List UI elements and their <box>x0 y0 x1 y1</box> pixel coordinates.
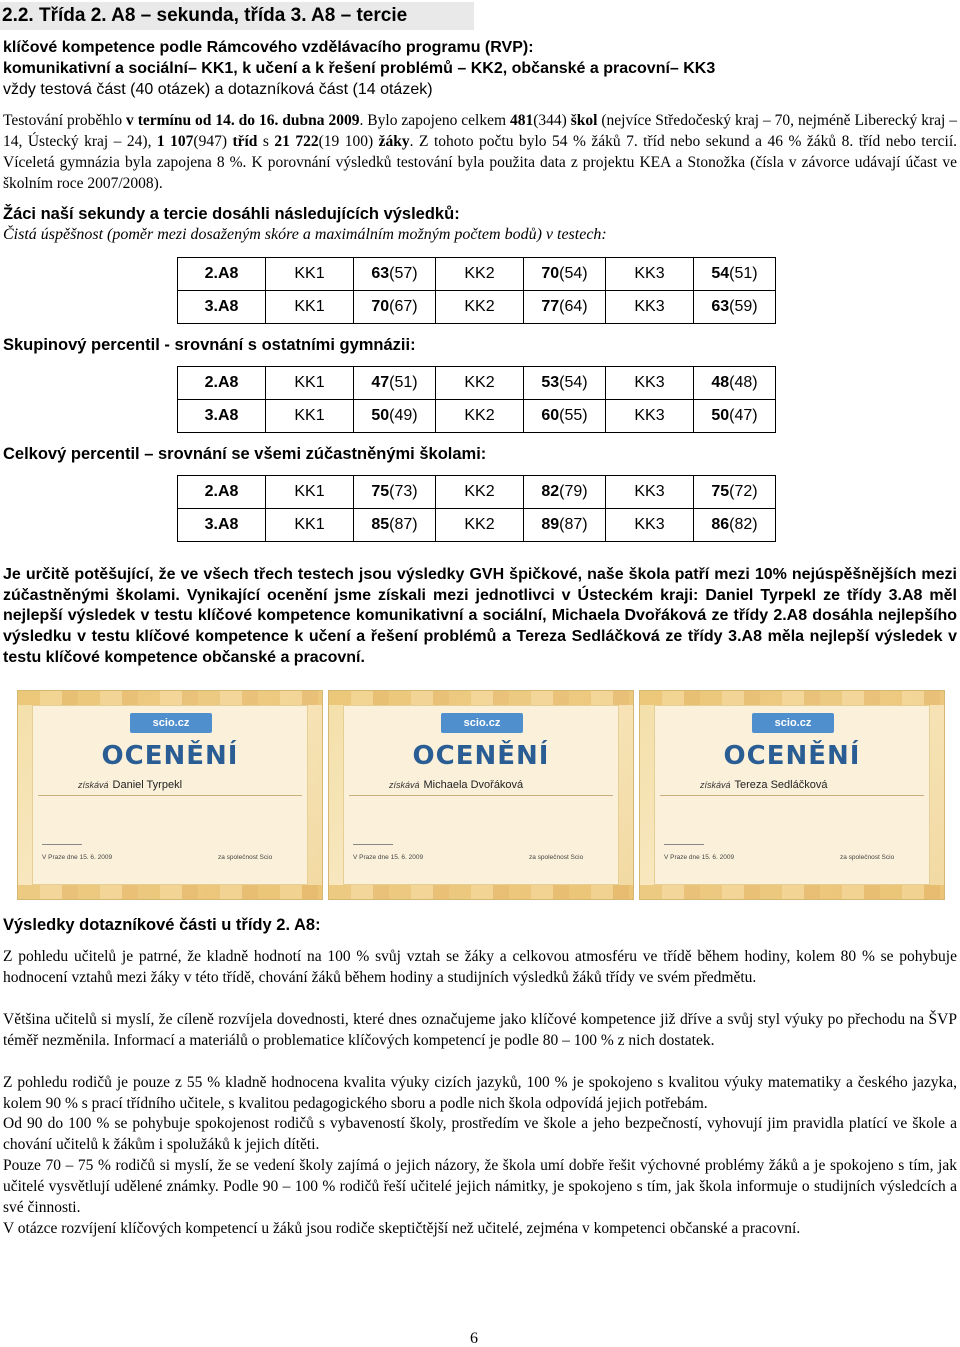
kk-label-cell: KK1 <box>266 291 354 324</box>
kk-label-cell: KK1 <box>266 509 354 542</box>
kk-label-cell: KK3 <box>606 291 694 324</box>
divider <box>660 795 924 796</box>
certificate-recipient: získává Daniel Tyrpekl <box>78 779 183 791</box>
scio-logo: scio.cz <box>752 713 834 733</box>
value-cell: 54(51) <box>694 258 776 291</box>
class-cell: 2.A8 <box>178 367 266 400</box>
certificate-title: OCENĚNÍ <box>101 741 239 771</box>
certificate-title: OCENĚNÍ <box>412 741 550 771</box>
scio-logo: scio.cz <box>130 713 212 733</box>
kk-label-cell: KK2 <box>436 258 524 291</box>
certificate-date: V Praze dne 15. 6. 2009 <box>42 854 113 861</box>
signature-mark <box>664 831 704 845</box>
decorative-border <box>18 691 322 705</box>
results-title: Žáci naší sekundy a tercie dosáhli následujících výsledků: <box>3 205 460 223</box>
divider <box>349 795 613 796</box>
intro-paragraph: Testování proběhlo v termínu od 14. do 16. dubna 2009. Bylo zapojeno celkem 481(344) škol (nejvíce Středočeský kraj – 70, nejméně Liberecký kraj – 14, Ústecký kraj – 24), 1 107(947) tříd s 21 722(19 100) žáky. Z tohoto počtu bylo 54 % žáků 7. tříd nebo sekund a 46 % žáků 8. tříd nebo tercií. Víceletá gymnázia byla zapojena 8 %. K porovnání výsledků testování byla použita data z projektu KEA a Stonožka (čísla v závorce udávají účast ve školním roce 2007/2008). <box>3 112 958 192</box>
competences-line-2: komunikativní a sociální– KK1, k učení a k řešení problémů – KK2, občanské a pracovní– KK3 <box>3 60 716 77</box>
total-percentile-table <box>177 475 776 542</box>
kk-label-cell: KK2 <box>436 400 524 433</box>
signature-mark <box>42 831 82 845</box>
certificate-date: V Praze dne 15. 6. 2009 <box>353 854 424 861</box>
kk-label-cell: KK2 <box>436 509 524 542</box>
kk-label-cell: KK3 <box>606 400 694 433</box>
questionnaire-paragraph: Většina učitelů si myslí, že cíleně rozvíjela dovednosti, které dnes označujeme jako klíčové kompetence již dříve a svůj styl výuky po přechodu na ŠVP téměř nezměnila. Informací a materiálů o problematice klíčových kompetencí je podle 80 – 100 % z nich dostatek. <box>3 1011 957 1049</box>
certificate-org: za společnost Scio <box>529 854 584 861</box>
scio-logo: scio.cz <box>441 713 523 733</box>
kk-label-cell: KK1 <box>266 258 354 291</box>
total-percentile-title: Celkový percentil – srovnání se všemi zúčastněnými školami: <box>3 445 487 463</box>
decorative-border <box>640 691 944 705</box>
certificate-date: V Praze dne 15. 6. 2009 <box>664 854 735 861</box>
certificate-recipient: získává Tereza Sedláčková <box>700 779 828 791</box>
group-percentile-title: Skupinový percentil - srovnání s ostatními gymnázii: <box>3 336 416 354</box>
certificate-title: OCENĚNÍ <box>723 741 861 771</box>
kk-label-cell: KK2 <box>436 367 524 400</box>
table-row <box>178 291 776 324</box>
class-cell: 2.A8 <box>178 258 266 291</box>
certificate-image <box>328 690 634 900</box>
kk-label-cell: KK1 <box>266 400 354 433</box>
value-cell: 82(79) <box>524 476 606 509</box>
divider <box>38 795 302 796</box>
value-cell: 70(54) <box>524 258 606 291</box>
value-cell: 75(72) <box>694 476 776 509</box>
class-cell: 3.A8 <box>178 291 266 324</box>
kk-label-cell: KK1 <box>266 476 354 509</box>
value-cell: 50(47) <box>694 400 776 433</box>
kk-label-cell: KK1 <box>266 367 354 400</box>
value-cell: 89(87) <box>524 509 606 542</box>
questionnaire-paragraph: Z pohledu učitelů je patrné, že kladně hodnotí na 100 % svůj vztah se žáky a celkovou atmosféru ve třídě během hodiny, kolem 80 % se pohybuje hodnocení vztahů mezi žáky v této třídě, chování žáků během hodiny a studijních výsledků žáků třídy ve svém předmětu. <box>3 948 957 986</box>
value-cell: 47(51) <box>354 367 436 400</box>
class-cell: 3.A8 <box>178 509 266 542</box>
value-cell: 86(82) <box>694 509 776 542</box>
table-row <box>178 476 776 509</box>
class-cell: 2.A8 <box>178 476 266 509</box>
questionnaire-title: Výsledky dotazníkové části u třídy 2. A8: <box>3 916 321 934</box>
questionnaire-paragraph: Od 90 do 100 % se pohybuje spokojenost rodičů s vybaveností školy, prostředím ve škole a jeho bezpečností, vyhovují jim pravidla platící ve škole a chování učitelů k žákům i spolužáků k jejich dítěti. <box>3 1115 957 1153</box>
value-cell: 53(54) <box>524 367 606 400</box>
kk-label-cell: KK3 <box>606 509 694 542</box>
table-row <box>178 400 776 433</box>
questionnaire-paragraph: V otázce rozvíjení klíčových kompetencí u žáků jsou rodiče skeptičtější než učitelé, zejména v kompetenci občanské a pracovní. <box>3 1220 801 1237</box>
competences-line-3: vždy testová část (40 otázek) a dotazníková část (14 otázek) <box>3 81 433 98</box>
value-cell: 85(87) <box>354 509 436 542</box>
table-row <box>178 367 776 400</box>
decorative-border <box>18 885 322 899</box>
page-number: 6 <box>470 1330 478 1347</box>
value-cell: 63(57) <box>354 258 436 291</box>
kk-label-cell: KK3 <box>606 476 694 509</box>
value-cell: 50(49) <box>354 400 436 433</box>
section-heading: 2.2. Třída 2. A8 – sekunda, třída 3. A8 – tercie <box>0 2 474 30</box>
competences-line-1: klíčové kompetence podle Rámcového vzdělávacího programu (RVP): <box>3 39 534 56</box>
decorative-border <box>329 885 633 899</box>
value-cell: 60(55) <box>524 400 606 433</box>
certificate-image <box>639 690 945 900</box>
decorative-border <box>640 885 944 899</box>
decorative-border <box>329 691 633 705</box>
certificate-org: za společnost Scio <box>218 854 273 861</box>
signature-mark <box>353 831 393 845</box>
clean-success-table <box>177 257 776 324</box>
value-cell: 48(48) <box>694 367 776 400</box>
value-cell: 75(73) <box>354 476 436 509</box>
table-row <box>178 509 776 542</box>
kk-label-cell: KK3 <box>606 258 694 291</box>
value-cell: 70(67) <box>354 291 436 324</box>
summary-paragraph: Je určitě potěšující, že ve všech třech testech jsou výsledky GVH špičkové, naše škola patří mezi 10% nejúspěšnějších mezi zúčastněnými školami. Vynikající ocenění jsme získali mezi jednotlivci v Ústeckém kraji: Daniel Tyrpekl ze třídy 3.A8 měl nejlepší výsledek v testu klíčové kompetence komunikativní a sociální, Michaela Dvořáková ze třídy 2.A8 dosáhla nejlepšího výsledku v testu klíčové kompetence k učení a řešení problémů a Tereza Sedláčková ze třídy 3.A8 měla nejlepší výsledek v testu klíčové kompetence občanské a pracovní. <box>3 566 957 666</box>
questionnaire-paragraph: Pouze 70 – 75 % rodičů si myslí, že se vedení školy zajímá o jejich názory, že škola umí dobře řešit výchovné problémy žáků a je spokojeno s tím, jak učitelé vysvětlují udělené známky. Podle 90 – 100 % rodičů řeší učitelé jejich námitky, je spokojeno s tím, jak škola informuje o studijních výsledcích a své činnosti. <box>3 1157 957 1216</box>
group-percentile-table <box>177 366 776 433</box>
kk-label-cell: KK2 <box>436 291 524 324</box>
class-cell: 3.A8 <box>178 400 266 433</box>
results-note: Čistá úspěšnost (poměr mezi dosaženým skóre a maximálním možným počtem bodů) v testech: <box>3 226 607 243</box>
certificate-recipient: získává Michaela Dvořáková <box>389 779 524 791</box>
questionnaire-paragraph: Z pohledu rodičů je pouze z 55 % kladně hodnocena kvalita výuky cizích jazyků, 100 % je spokojeno s kvalitou výuky matematiky a českého jazyka, kolem 90 % s prací třídního učitele, s kvalitou pedagogického sboru a podle nich škola odpovídá jejich potřebám. <box>3 1074 957 1112</box>
certificate-org: za společnost Scio <box>840 854 895 861</box>
value-cell: 63(59) <box>694 291 776 324</box>
table-row <box>178 258 776 291</box>
kk-label-cell: KK3 <box>606 367 694 400</box>
certificate-image <box>17 690 323 900</box>
value-cell: 77(64) <box>524 291 606 324</box>
kk-label-cell: KK2 <box>436 476 524 509</box>
